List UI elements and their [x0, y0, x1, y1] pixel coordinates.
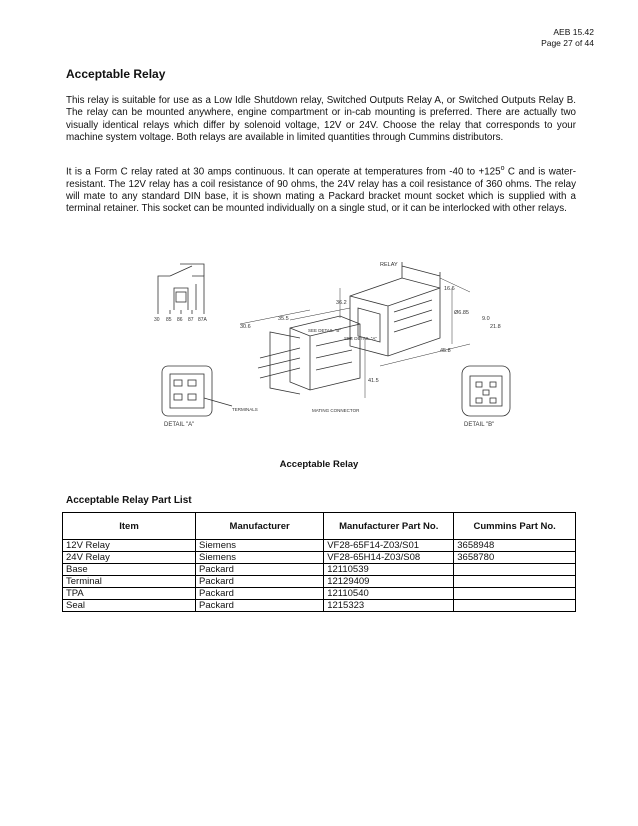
table-header-row	[63, 513, 576, 540]
specs-text-b: C and is water-resistant. The 12V relay has a coil resistance of 90 ohms, the 24V relay has a coil resistance of 360 ohms. The relay will mate to any standard DIN base, it is shown mating a Packard bracket mount socket which is supplied with a terminal retainer. This socket can be mounted individually on a single stud, or it can be interlocked with other relays.	[66, 166, 576, 215]
cell-item: Terminal	[63, 576, 196, 588]
cell-item: 24V Relay	[63, 552, 196, 564]
cell-manufacturer: Packard	[196, 600, 324, 612]
cell-manufacturer-part: 12110540	[324, 588, 454, 600]
cell-item: Base	[63, 564, 196, 576]
label-detail-a: DETAIL "A"	[164, 422, 195, 428]
pin-87a: 87A	[198, 317, 207, 323]
label-terminals: TERMINALS	[232, 407, 258, 412]
cell-manufacturer: Siemens	[196, 540, 324, 552]
cell-cummins-part	[454, 600, 576, 612]
pin-87: 87	[188, 317, 194, 323]
table-row	[63, 600, 576, 612]
label-see-detail-a: SEE DETAIL "A"	[344, 336, 377, 341]
header-cummins-part: Cummins Part No.	[454, 513, 576, 540]
paragraph-intro: This relay is suitable for use as a Low Idle Shutdown relay, Switched Outputs Relay A, or Switched Outputs Relay B. The relay can be mounted anywhere, engine compartment or in-cab mounting is preferred. There are actually two visually identical relays which differ by solenoid voltage, 12V or 24V. Choose the relay that corresponds to your machine system voltage. Both relays are available in limited quantities through Cummins distributors.	[66, 95, 576, 143]
cell-manufacturer: Packard	[196, 588, 324, 600]
table-row	[63, 552, 576, 564]
label-relay: RELAY	[380, 262, 398, 268]
header-item: Item	[63, 513, 196, 540]
cell-cummins-part	[454, 564, 576, 576]
label-6-85: Ø6.85	[454, 310, 469, 316]
header-manufacturer: Manufacturer	[196, 513, 324, 540]
label-mating-connector: MATING CONNECTOR	[312, 408, 360, 413]
cell-cummins-part: 3658780	[454, 552, 576, 564]
detail-a-view	[162, 366, 232, 416]
label-detail-b: DETAIL "B"	[464, 422, 495, 428]
pin-30: 30	[154, 317, 160, 323]
table-title: Acceptable Relay Part List	[66, 495, 192, 506]
cell-manufacturer-part: 1215323	[324, 600, 454, 612]
cell-manufacturer-part: 12129409	[324, 576, 454, 588]
cell-manufacturer: Packard	[196, 564, 324, 576]
label-45-8: 45.8	[440, 348, 451, 354]
label-30-6: 30.6	[240, 324, 251, 330]
cell-item: TPA	[63, 588, 196, 600]
label-see-detail-b: SEE DETAIL "B"	[308, 328, 341, 333]
label-9-0: 9.0	[482, 316, 490, 322]
label-35-5: 35.5	[278, 316, 289, 322]
parts-table	[62, 512, 576, 612]
pin-85: 85	[166, 317, 172, 323]
cell-item: 12V Relay	[63, 540, 196, 552]
figure-caption: Acceptable Relay	[279, 459, 359, 470]
table-row	[63, 576, 576, 588]
label-36-2: 36.2	[336, 300, 347, 306]
figure-labels	[164, 262, 501, 428]
page-header	[541, 27, 594, 49]
label-41-5: 41.5	[368, 378, 379, 384]
section-title: Acceptable Relay	[66, 67, 166, 81]
table-row	[63, 540, 576, 552]
cell-cummins-part	[454, 576, 576, 588]
document-id: AEB 15.42	[553, 27, 594, 37]
relay-schematic	[154, 264, 208, 323]
table-row	[63, 588, 576, 600]
cell-manufacturer-part: VF28-65H14-Z03/S08	[324, 552, 454, 564]
specs-text-a: It is a Form C relay rated at 30 amps continuous. It can operate at temperatures from -40 to +125	[66, 166, 501, 178]
paragraph-specs	[66, 163, 576, 215]
label-21-8: 21.8	[490, 324, 501, 330]
label-16-6: 16.6	[444, 286, 455, 292]
pin-86: 86	[177, 317, 183, 323]
cell-cummins-part	[454, 588, 576, 600]
cell-cummins-part: 3658948	[454, 540, 576, 552]
relay-drawing	[140, 248, 515, 438]
cell-manufacturer-part: VF28-65F14-Z03/S01	[324, 540, 454, 552]
header-manufacturer-part: Manufacturer Part No.	[324, 513, 454, 540]
page-number: Page 27 of 44	[541, 38, 594, 48]
table-row	[63, 564, 576, 576]
cell-manufacturer-part: 12110539	[324, 564, 454, 576]
cell-manufacturer: Siemens	[196, 552, 324, 564]
cell-manufacturer: Packard	[196, 576, 324, 588]
relay-body	[350, 262, 440, 356]
cell-item: Seal	[63, 600, 196, 612]
degree-mark: o	[500, 165, 505, 172]
detail-b-view	[462, 366, 510, 416]
